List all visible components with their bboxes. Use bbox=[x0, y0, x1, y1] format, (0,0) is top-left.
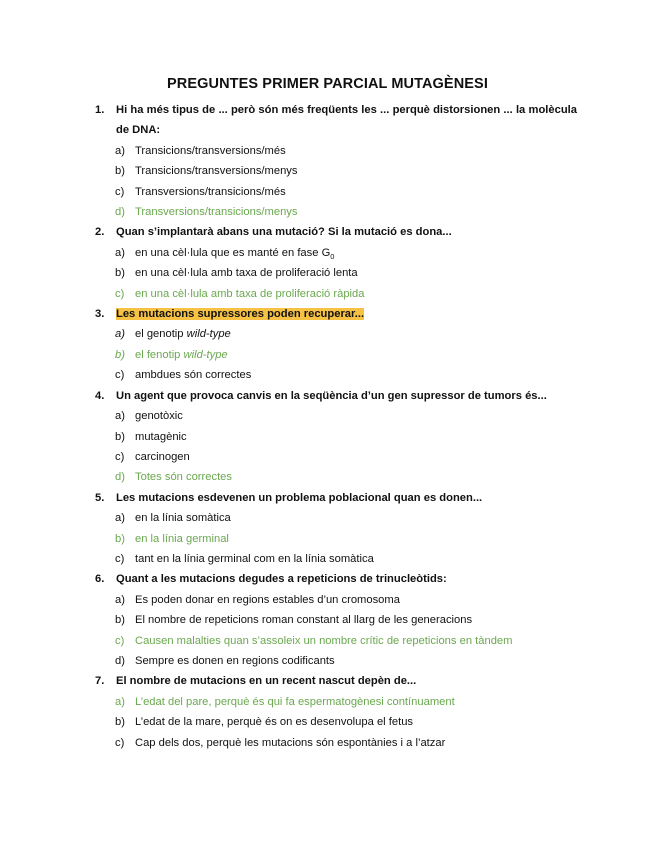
option-3a bbox=[95, 324, 577, 344]
question-number: 5. bbox=[95, 491, 105, 504]
option-text: Es poden donar en regions estables d’un cromosoma bbox=[135, 593, 400, 606]
option-2c-correct bbox=[95, 284, 577, 304]
option-label: b) bbox=[115, 614, 125, 627]
option-label: d) bbox=[115, 654, 125, 667]
option-text: carcinogen bbox=[135, 450, 190, 463]
option-label: a) bbox=[115, 695, 125, 708]
question-text: Un agent que provoca canvis en la seqüència d’un gen supressor de tumors és... bbox=[116, 389, 547, 402]
option-4d-correct bbox=[95, 467, 577, 487]
question-text: Quan s’implantarà abans una mutació? Si la mutació es dona... bbox=[116, 226, 452, 239]
question-text: Quant a les mutacions degudes a repeticions de trinucleòtids: bbox=[116, 573, 447, 586]
option-text: ambdues són correctes bbox=[135, 369, 252, 382]
option-text: Transicions/transversions/menys bbox=[135, 165, 298, 178]
option-label: b) bbox=[115, 348, 125, 361]
question-5 bbox=[95, 488, 577, 508]
option-text: Totes són correctes bbox=[135, 471, 232, 484]
option-1d-correct bbox=[95, 202, 577, 222]
option-text: Transversions/transicions/menys bbox=[135, 206, 298, 219]
option-label: a) bbox=[115, 144, 125, 157]
question-7 bbox=[95, 671, 577, 691]
question-6 bbox=[95, 569, 577, 589]
option-1b bbox=[95, 161, 577, 181]
option-6a bbox=[95, 590, 577, 610]
option-italic-text: wild-type bbox=[183, 348, 228, 361]
question-number: 7. bbox=[95, 675, 105, 688]
option-text: en la línia germinal bbox=[135, 532, 229, 545]
question-number: 4. bbox=[95, 389, 105, 402]
option-label: b) bbox=[115, 165, 125, 178]
option-label: b) bbox=[115, 267, 125, 280]
option-4a bbox=[95, 406, 577, 426]
option-text: L’edat de la mare, perquè és on es desenvolupa el fetus bbox=[135, 716, 414, 729]
question-number: 1. bbox=[95, 104, 105, 116]
highlighted-question-text: Les mutacions supressores poden recuperar... bbox=[116, 308, 365, 321]
question-text: El nombre de mutacions en un recent nascut depèn de... bbox=[116, 675, 417, 688]
question-number: 2. bbox=[95, 226, 105, 239]
option-text: Transversions/transicions/més bbox=[135, 185, 286, 198]
option-label: c) bbox=[115, 634, 125, 647]
question-1 bbox=[95, 100, 577, 141]
subscript: 0 bbox=[330, 252, 335, 262]
option-2a bbox=[95, 243, 577, 263]
option-text: Cap dels dos, perquè les mutacions són espontànies i a l’atzar bbox=[135, 736, 446, 749]
option-label: a) bbox=[115, 593, 125, 606]
option-5b-correct bbox=[95, 529, 577, 549]
option-text: mutagènic bbox=[135, 430, 187, 443]
option-1a bbox=[95, 141, 577, 161]
option-text: el genotip bbox=[135, 328, 187, 341]
option-label: c) bbox=[115, 450, 125, 463]
option-text: en la línia somàtica bbox=[135, 512, 231, 525]
option-label: c) bbox=[115, 287, 125, 300]
option-text: El nombre de repeticions roman constant al llarg de les generacions bbox=[135, 614, 473, 627]
option-label: b) bbox=[115, 532, 125, 545]
option-2b bbox=[95, 263, 577, 283]
option-label: d) bbox=[115, 206, 125, 219]
option-label: a) bbox=[115, 328, 125, 341]
question-text: Les mutacions esdevenen un problema poblacional quan es donen... bbox=[116, 491, 483, 504]
question-text: Hi ha més tipus de ... però són més freqüents les ... perquè distorsionen ... la molècula de DNA: bbox=[116, 104, 577, 137]
option-label: c) bbox=[115, 736, 125, 749]
option-label: b) bbox=[115, 716, 125, 729]
question-3 bbox=[95, 304, 577, 324]
option-7c bbox=[95, 733, 577, 753]
option-label: c) bbox=[115, 552, 125, 565]
option-text: en una cèl·lula que es manté en fase G bbox=[135, 246, 331, 259]
option-1c bbox=[95, 182, 577, 202]
option-label: c) bbox=[115, 369, 125, 382]
option-text: Sempre es donen en regions codificants bbox=[135, 654, 335, 667]
option-7a-correct bbox=[95, 692, 577, 712]
question-list bbox=[95, 100, 577, 753]
option-6c-correct bbox=[95, 631, 577, 651]
option-text: L’edat del pare, perquè és qui fa espermatogènesi contínuament bbox=[135, 695, 455, 708]
option-label: d) bbox=[115, 471, 125, 484]
option-4b bbox=[95, 427, 577, 447]
question-4 bbox=[95, 386, 577, 406]
option-text: en una cèl·lula amb taxa de proliferació lenta bbox=[135, 267, 358, 280]
option-text: en una cèl·lula amb taxa de proliferació ràpida bbox=[135, 287, 365, 300]
option-text: genotòxic bbox=[135, 410, 183, 423]
option-text: tant en la línia germinal com en la línia somàtica bbox=[135, 552, 374, 565]
question-number: 3. bbox=[95, 308, 105, 321]
option-6d bbox=[95, 651, 577, 671]
option-5a bbox=[95, 508, 577, 528]
option-text: Causen malalties quan s’assoleix un nombre crític de repeticions en tàndem bbox=[135, 634, 513, 647]
option-3c bbox=[95, 365, 577, 385]
option-6b bbox=[95, 610, 577, 630]
question-2 bbox=[95, 222, 577, 242]
option-label: c) bbox=[115, 185, 125, 198]
option-7b bbox=[95, 712, 577, 732]
option-5c bbox=[95, 549, 577, 569]
option-text: Transicions/transversions/més bbox=[135, 144, 286, 157]
option-3b-correct bbox=[95, 345, 577, 365]
question-number: 6. bbox=[95, 573, 105, 586]
option-label: a) bbox=[115, 410, 125, 423]
option-italic-text: wild-type bbox=[186, 328, 231, 341]
option-label: a) bbox=[115, 512, 125, 525]
option-text: el fenotip bbox=[135, 348, 184, 361]
page-title: PREGUNTES PRIMER PARCIAL MUTAGÈNESI bbox=[167, 76, 488, 92]
option-label: b) bbox=[115, 430, 125, 443]
option-label: a) bbox=[115, 246, 125, 259]
option-4c bbox=[95, 447, 577, 467]
